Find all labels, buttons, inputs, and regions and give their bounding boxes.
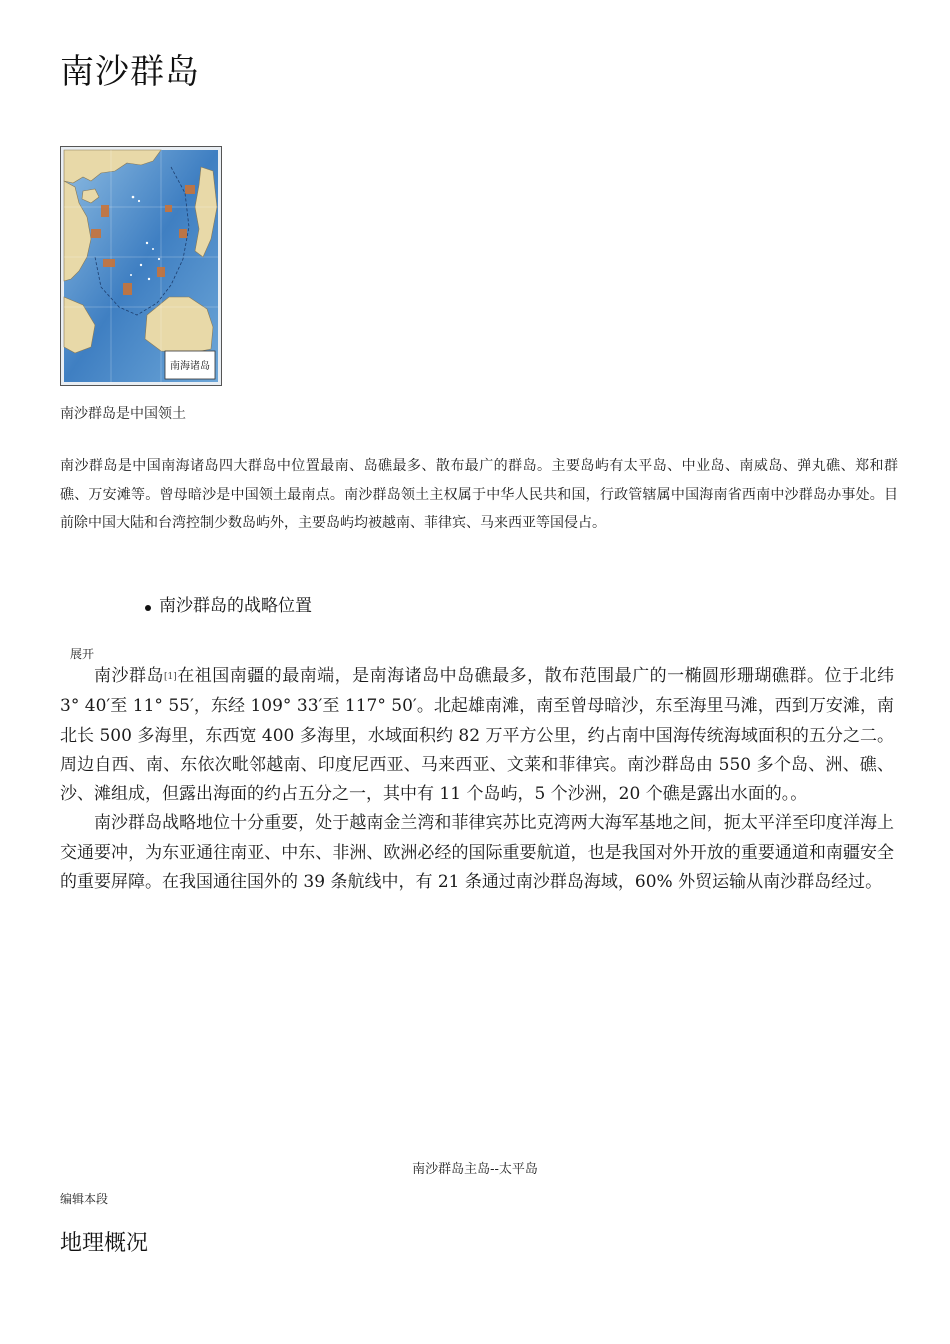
paragraph-2: 南沙群岛战略地位十分重要，处于越南金兰湾和菲律宾苏比克湾两大海军基地之间，扼太平洋至印度洋海上交通要冲，为东亚通往南亚、中东、非洲、欧洲必经的国际重要航道，也是我国对外开放的重要通道和南疆安全的重要屏障。在我国通往国外的 39 条航线中，有 21 条通过南沙群岛海域，60% 外贸运输从南沙群岛经过。 — [60, 813, 894, 893]
section-heading-text: 南沙群岛的战略位置 — [159, 596, 312, 616]
image-caption: 南沙群岛是中国领土 — [60, 406, 186, 422]
reference-link[interactable]: [1] — [163, 672, 177, 682]
bullet-icon — [145, 605, 151, 611]
map-graphic — [61, 147, 221, 385]
south-sea-map-image[interactable] — [60, 146, 222, 386]
expand-link[interactable]: 展开 — [70, 647, 95, 661]
para1-rest: 在祖国南疆的最南端，是南海诸岛中岛礁最多，散布范围最广的一椭圆形珊瑚礁群。位于北纬 3° 40′至 11° 55′，东经 109° 33′至 117° 50′。北起雄南滩，南至曾母暗沙，东至海里马滩，西到万安滩，南北长 500 多海里，东西宽 400 多海里，水域面积约 82 万平方公里，约占南中国海传统海域面积的五分之二。周边自西、南、东依次毗邻越南、印度尼西亚、马来西亚、文莱和菲律宾。南沙群岛由 550 多个岛、洲、礁、沙、滩组成，但露出海面的约占五分之一，其中有 11 个岛屿，5 个沙洲，20 个礁是露出水面的。。 — [60, 666, 895, 805]
photo-caption: 南沙群岛主岛--太平岛 — [412, 1162, 538, 1177]
paragraph-1 — [60, 662, 894, 809]
inset-label: 南海诸岛 — [170, 361, 210, 372]
section-heading-geography: 地理概况 — [60, 1231, 149, 1256]
article-body — [60, 662, 894, 897]
edit-section-link[interactable]: 编辑本段 — [60, 1192, 109, 1206]
page-title: 南沙群岛 — [60, 52, 200, 92]
intro-paragraph: 南沙群岛是中国南海诸岛四大群岛中位置最南、岛礁最多、散布最广的群岛。主要岛屿有太平岛、中业岛、南威岛、弹丸礁、郑和群礁、万安滩等。曾母暗沙是中国领土最南点。南沙群岛领土主权属于中华人民共和国，行政管辖属中国海南省西南中沙群岛办事处。目前除中国大陆和台湾控制少数岛屿外，主要岛屿均被越南、菲律宾、马来西亚等国侵占。 — [60, 458, 898, 531]
section-heading-strategic[interactable] — [145, 591, 312, 616]
para1-lead: 南沙群岛 — [94, 666, 164, 686]
